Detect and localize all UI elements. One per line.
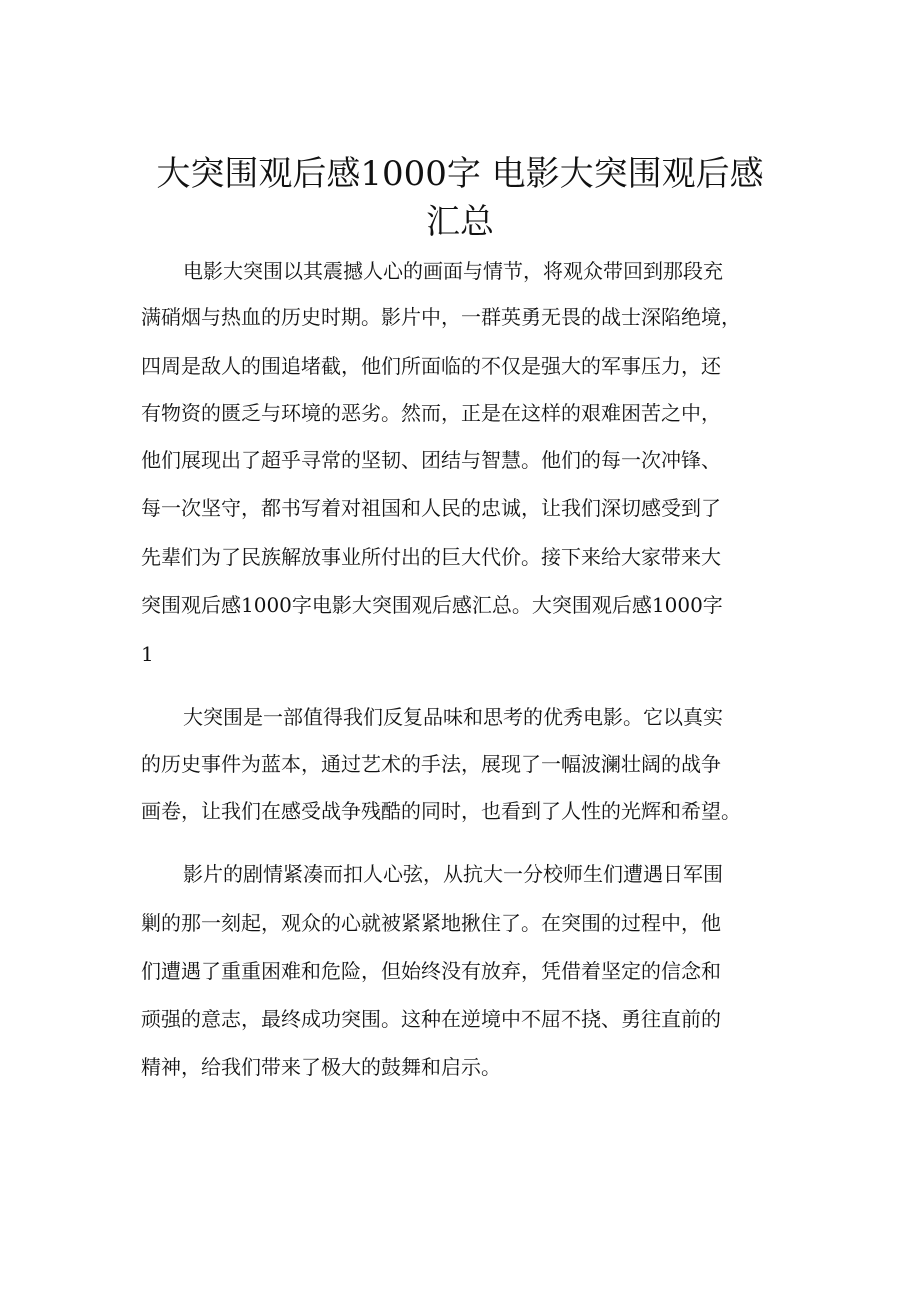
paragraph-3-line-2: 剿的那一刻起，观众的心就被紧紧地揪住了。在突围的过程中，他: [141, 911, 721, 935]
title-line-1: 大突围观后感1000字 电影大突围观后感: [156, 154, 764, 194]
document-title: [0, 150, 920, 246]
paragraph-1-line-3: 四周是敌人的围追堵截，他们所面临的不仅是强大的军事压力，还: [141, 354, 721, 378]
title-line-2: 汇总: [426, 202, 494, 242]
paragraph-1-line-4: 有物资的匮乏与环境的恶劣。然而，正是在这样的艰难困苦之中，: [141, 401, 721, 425]
paragraph-3-line-5: 精神，给我们带来了极大的鼓舞和启示。: [141, 1055, 501, 1079]
paragraph-1-line-6: 每一次坚守，都书写着对祖国和人民的忠诚，让我们深切感受到了: [141, 496, 721, 520]
paragraph-3-line-1: 影片的剧情紧凑而扣人心弦，从抗大一分校师生们遭遇日军围: [183, 862, 723, 886]
paragraph-1-line-9: 1: [141, 642, 154, 666]
paragraph-1-line-8: 突围观后感1000字电影大突围观后感汇总。大突围观后感1000字: [141, 593, 723, 617]
paragraph-3-line-4: 顽强的意志，最终成功突围。这种在逆境中不屈不挠、勇往直前的: [141, 1007, 721, 1031]
paragraph-1-line-1: 电影大突围以其震撼人心的画面与情节，将观众带回到那段充: [183, 259, 723, 283]
paragraph-1-line-5: 他们展现出了超乎寻常的坚韧、团结与智慧。他们的每一次冲锋、: [141, 448, 721, 472]
paragraph-3-line-3: 们遭遇了重重困难和危险，但始终没有放弃，凭借着坚定的信念和: [141, 959, 721, 983]
paragraph-1-line-7: 先辈们为了民族解放事业所付出的巨大代价。接下来给大家带来大: [141, 545, 721, 569]
paragraph-2-line-2: 的历史事件为蓝本，通过艺术的手法，展现了一幅波澜壮阔的战争: [141, 752, 721, 776]
paragraph-2-line-3: 画卷，让我们在感受战争残酷的同时，也看到了人性的光辉和希望。: [141, 799, 741, 823]
paragraph-1-line-2: 满硝烟与热血的历史时期。影片中，一群英勇无畏的战士深陷绝境，: [141, 305, 741, 329]
paragraph-2-line-1: 大突围是一部值得我们反复品味和思考的优秀电影。它以真实: [183, 705, 723, 729]
